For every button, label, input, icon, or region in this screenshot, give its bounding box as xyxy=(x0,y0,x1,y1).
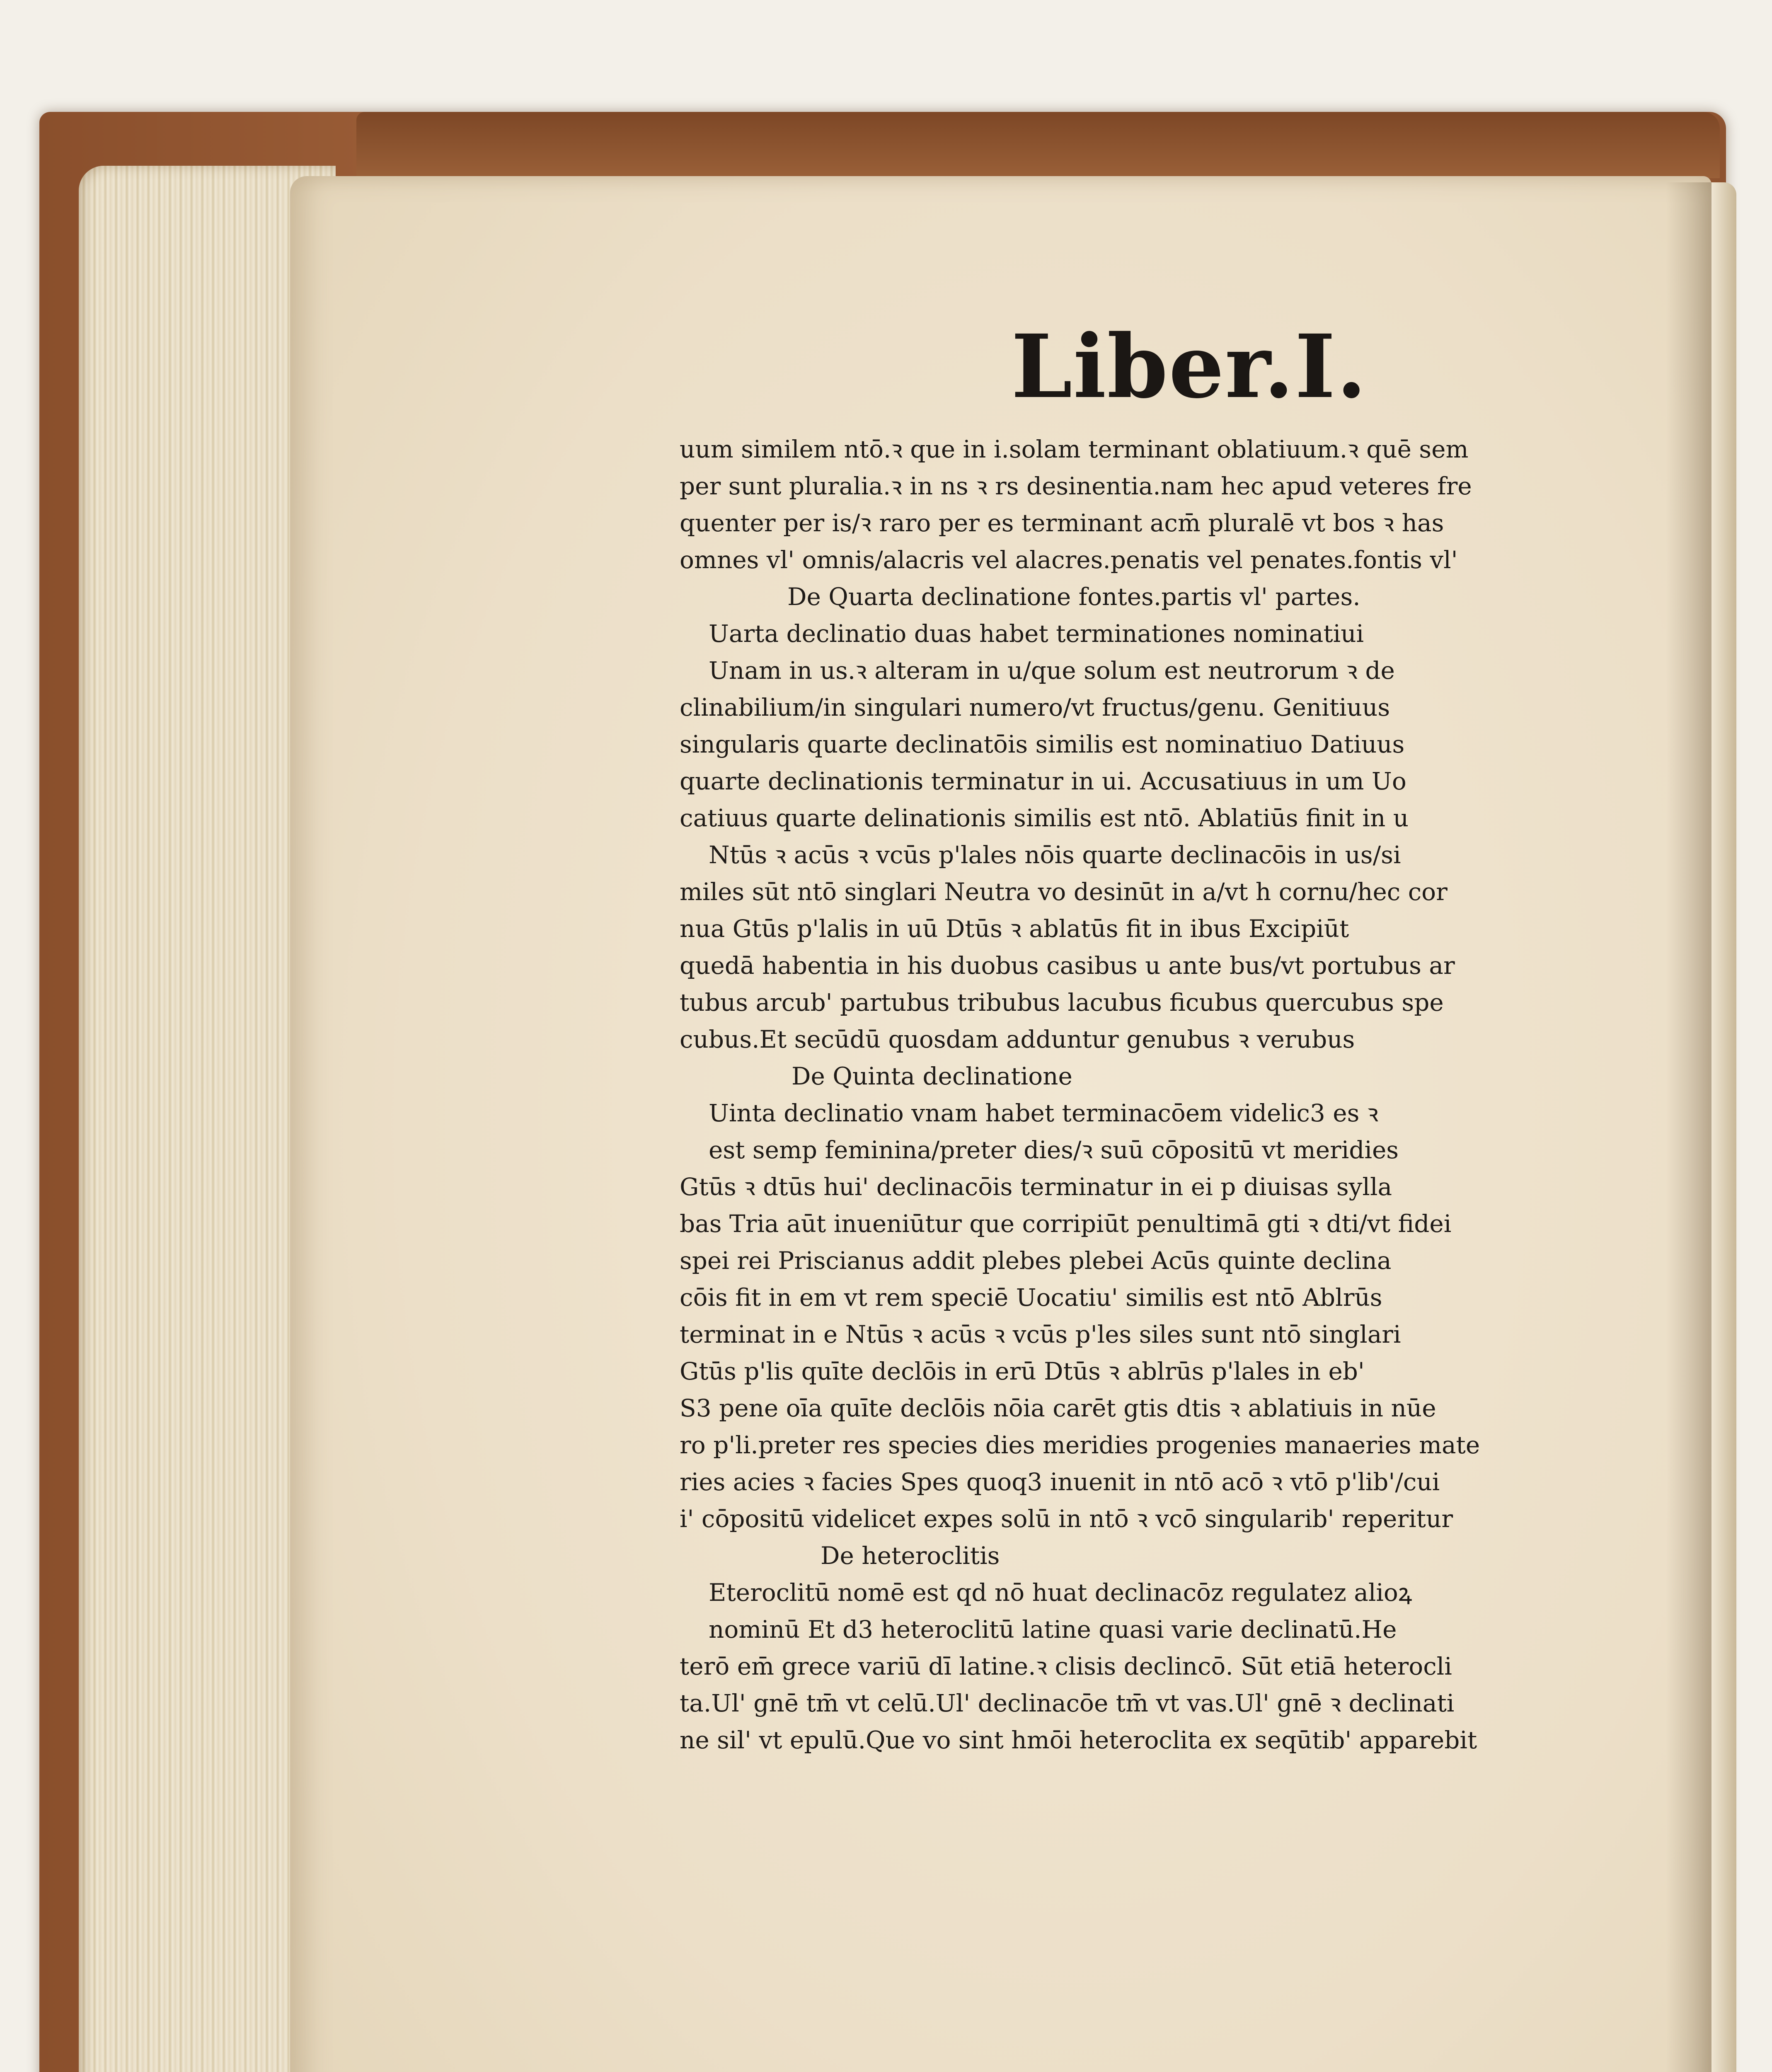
text-line: omnes vl' omnis/alacris vel alacres.penatis vel penates.fontis vl' xyxy=(680,546,1458,574)
text-line: cōis fit in em vt rem speciē Uocatiu' similis est ntō Ablrūs xyxy=(680,1283,1382,1312)
text-line: clinabilium/in singulari numero/vt fructus/genu. Genitiuus xyxy=(680,693,1390,721)
book-cover-top-band xyxy=(356,112,1720,178)
running-head: Liber.I. xyxy=(1011,315,1368,418)
text-line: catiuus quarte delinationis similis est ntō. Ablatiūs finit in u xyxy=(680,804,1409,832)
text-line: terō em̄ grece variū dī latine.ꝛ clisis declincō. Sūt etiā heterocli xyxy=(680,1652,1452,1680)
section-heading-heteroclitis: De heteroclitis xyxy=(821,1542,1000,1570)
text-line: Uinta declinatio vnam habet terminacōem videlic3 es ꝛ xyxy=(709,1099,1379,1127)
text-line: quenter per is/ꝛ raro per es terminant acm̄ pluralē vt bos ꝛ has xyxy=(680,509,1444,537)
text-line: Uarta declinatio duas habet terminationes nominatiui xyxy=(709,620,1364,648)
text-line: S3 pene oīa quīte declōis nōia carēt gtis dtis ꝛ ablatiuis in nūe xyxy=(680,1394,1436,1422)
text-line: tubus arcub' partubus tribubus lacubus ficubus quercubus spe xyxy=(680,988,1444,1017)
text-line: terminat in e Ntūs ꝛ acūs ꝛ vcūs p'les siles sunt ntō singlari xyxy=(680,1320,1401,1348)
text-line: cubus.Et secūdū quosdam adduntur genubus ꝛ verubus xyxy=(680,1025,1355,1053)
text-line: Ntūs ꝛ acūs ꝛ vcūs p'lales nōis quarte declinacōis in us/si xyxy=(709,841,1401,869)
text-line: Gtūs ꝛ dtūs hui' declinacōis terminatur in ei p diuisas sylla xyxy=(680,1173,1392,1201)
text-line: ries acies ꝛ facies Spes quoq3 inuenit in ntō acō ꝛ vtō p'lib'/cui xyxy=(680,1468,1440,1496)
page-gutter-shadow xyxy=(1666,182,1711,2072)
text-line: ne sil' vt epulū.Que vo sint hmōi heteroclita ex seqūtib' apparebit xyxy=(680,1726,1477,1754)
text-line: est semp feminina/preter dies/ꝛ suū cōpositū vt meridies xyxy=(709,1136,1399,1164)
text-line: miles sūt ntō singlari Neutra vo desinūt in a/vt h cornu/hec cor xyxy=(680,878,1448,906)
text-line: uum similem ntō.ꝛ que in i.solam terminant oblatiuum.ꝛ quē sem xyxy=(680,435,1469,463)
text-line: i' cōpositū videlicet expes solū in ntō ꝛ vcō singularib' reperitur xyxy=(680,1505,1453,1533)
text-line: singularis quarte declinatōis similis est nominatiuo Datiuus xyxy=(680,730,1405,758)
text-line: nua Gtūs p'lalis in uū Dtūs ꝛ ablatūs fit in ibus Excipiūt xyxy=(680,915,1349,943)
text-line: quarte declinationis terminatur in ui. Accusatiuus in um Uo xyxy=(680,767,1406,795)
text-line: per sunt pluralia.ꝛ in ns ꝛ rs desinentia.nam hec apud veteres fre xyxy=(680,472,1472,500)
text-line: Gtūs p'lis quīte declōis in erū Dtūs ꝛ ablrūs p'lales in eb' xyxy=(680,1357,1365,1385)
text-line: quedā habentia in his duobus casibus u ante bus/vt portubus ar xyxy=(680,951,1455,980)
text-line: ro p'li.preter res species dies meridies progenies manaeries mate xyxy=(680,1431,1480,1459)
text-line: nominū Et d3 heteroclitū latine quasi varie declinatū.He xyxy=(709,1615,1397,1644)
text-block xyxy=(680,431,1571,1759)
section-heading-quarta: De Quarta declinatione fontes.partis vl' partes. xyxy=(787,583,1360,611)
text-line: ta.Ul' gnē tm̄ vt celū.Ul' declinacōe tm̄ vt vas.Ul' gnē ꝛ declinati xyxy=(680,1689,1455,1717)
text-line: Unam in us.ꝛ alteram in u/que solum est neutrorum ꝛ de xyxy=(709,656,1395,685)
text-line: Eteroclitū nomē est qd nō huat declinacōz regulatez alioꝝ xyxy=(709,1578,1412,1607)
section-heading-quinta: De Quinta declinatione xyxy=(792,1062,1072,1090)
text-line: spei rei Priscianus addit plebes plebei Acūs quinte declina xyxy=(680,1247,1392,1275)
text-line: bas Tria aūt inueniūtur que corripiūt penultimā gti ꝛ dti/vt fidei xyxy=(680,1210,1452,1238)
